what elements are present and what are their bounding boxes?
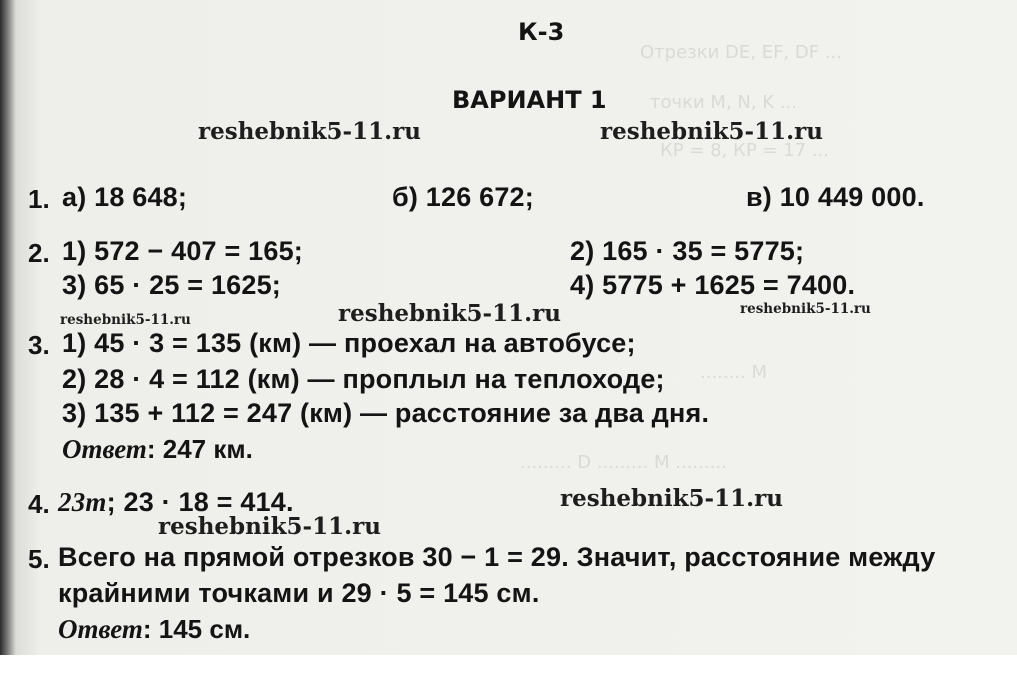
watermark: reshebnik5-11.ru	[158, 513, 381, 540]
watermark: reshebnik5-11.ru	[198, 118, 421, 145]
bottom-margin	[0, 655, 1017, 688]
task3-step2: 2) 28 · 4 = 112 (км) — проплыл на теплоходе;	[62, 364, 665, 394]
task5-line2: крайними точками и 29 · 5 = 145 см.	[58, 578, 540, 608]
task4-expression: 23m	[58, 487, 107, 517]
task-number: 5.	[28, 544, 50, 574]
watermark: reshebnik5-11.ru	[338, 300, 561, 327]
watermark: reshebnik5-11.ru	[600, 118, 823, 145]
answer-label: Ответ	[58, 614, 143, 644]
task-number: 2.	[28, 238, 50, 268]
task1-part-b: б) 126 672;	[392, 182, 534, 212]
task5-answer	[58, 614, 250, 645]
task-number: 1.	[28, 184, 50, 214]
watermark: reshebnik5-11.ru	[60, 312, 191, 328]
show-through-text: ........ M	[700, 362, 768, 383]
task3-step1: 1) 45 · 3 = 135 (км) — проехал на автобусе;	[62, 328, 636, 358]
task5-line1: Всего на прямой отрезков 30 − 1 = 29. Значит, расстояние между	[58, 542, 936, 572]
task4-solution	[58, 487, 294, 518]
show-through-text: ......... D ......... M .........	[520, 452, 727, 473]
answer-label: Ответ	[62, 434, 147, 464]
task2-step1: 1) 572 − 407 = 165;	[62, 236, 303, 266]
task2-step2: 2) 165 · 35 = 5775;	[570, 236, 805, 266]
task3-answer	[62, 434, 253, 465]
show-through-text: точки M, N, K ...	[650, 92, 797, 113]
task2-step3: 3) 65 · 25 = 1625;	[62, 270, 281, 300]
task1-part-a: а) 18 648;	[62, 182, 188, 212]
watermark: reshebnik5-11.ru	[740, 301, 871, 317]
task2-step4: 4) 5775 + 1625 = 7400.	[570, 270, 856, 300]
task1-part-c: в) 10 449 000.	[746, 182, 925, 212]
task3-step3: 3) 135 + 112 = 247 (км) — расстояние за два дня.	[62, 398, 710, 428]
show-through-text: Отрезки DE, EF, DF ...	[640, 42, 842, 63]
task-number: 3.	[28, 330, 50, 360]
answer-value: : 145 см.	[142, 614, 251, 644]
show-through-text: КР = 8, КР = 17 ...	[660, 140, 830, 161]
watermark: reshebnik5-11.ru	[560, 485, 783, 512]
task4-calculation: ; 23 · 18 = 414.	[106, 487, 294, 517]
variant-title: ВАРИАНТ 1	[452, 86, 607, 114]
worksheet-code: К-3	[518, 18, 565, 46]
task-number: 4.	[28, 489, 50, 519]
answer-value: : 247 км.	[146, 434, 253, 464]
